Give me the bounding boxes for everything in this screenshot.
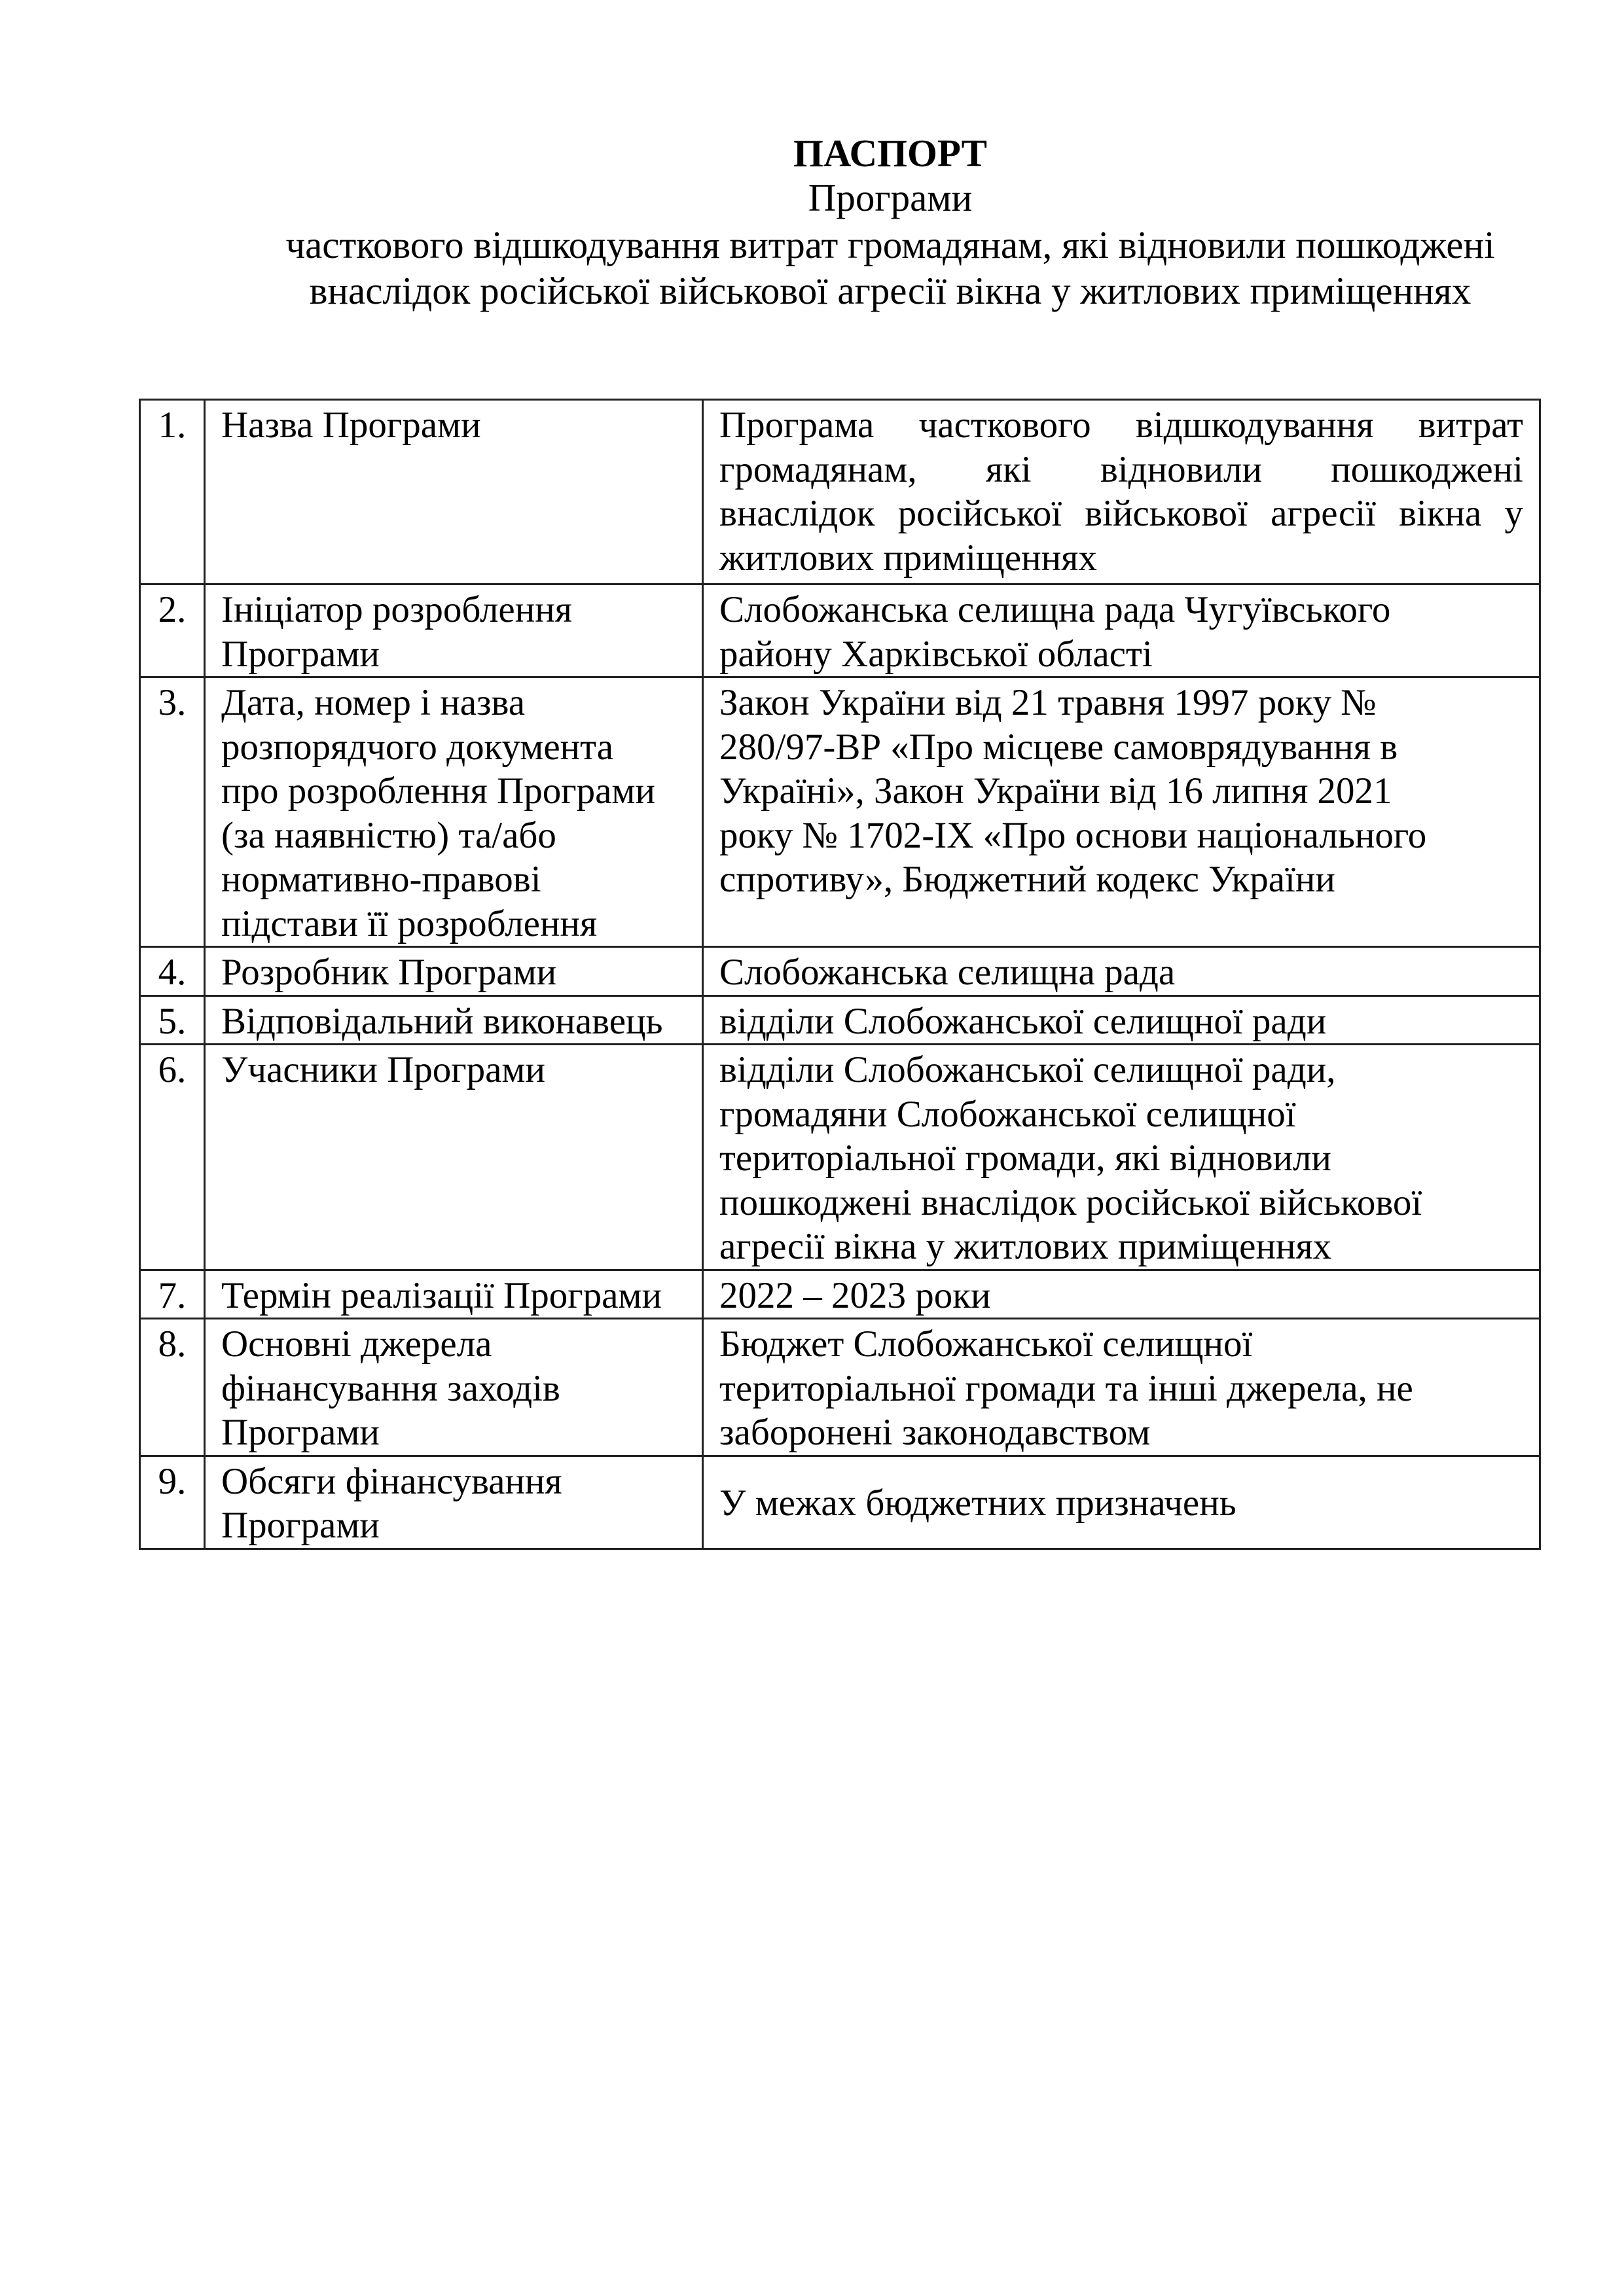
row-field-name [205,584,703,677]
table-row [140,677,1540,947]
row-number: 7. [140,1270,205,1319]
field-value-line: 280/97-ВР «Про місцеве самоврядування в [719,726,1398,768]
field-value-line: У межах бюджетних призначень [719,1482,1236,1524]
document-title: ПАСПОРТ [793,132,988,175]
row-field-name [205,996,703,1045]
field-name-line: розпорядчого документа [221,726,614,768]
field-name-line: підстави її розроблення [221,903,598,944]
field-name-line: нормативно-правові [221,859,541,900]
row-field-value [703,400,1540,584]
document-description-line: внаслідок російської військової агресії вікна у житлових приміщеннях [309,269,1471,312]
field-value-line: Україні», Закон України від 16 липня 2021 [719,770,1392,812]
row-field-name [205,400,703,584]
field-value-line: Слобожанська селищна рада [719,952,1176,993]
field-name-line: Основні джерела [221,1323,492,1365]
row-field-value [703,947,1540,996]
field-value-line: територіальної громади, які відновили [719,1138,1331,1179]
field-value-line: району Харківської області [719,633,1153,675]
field-value-line: заборонені законодавством [719,1412,1151,1453]
row-number: 6. [140,1045,205,1270]
field-value-line: Бюджет Слобожанської селищної [719,1323,1253,1365]
row-field-name [205,947,703,996]
field-value-line: Закон України від 21 травня 1997 року № [719,682,1377,723]
field-value-line: відділи Слобожанської селищної ради [719,1000,1327,1042]
table-row [140,1319,1540,1456]
field-name-line: Відповідальний виконавець [221,1000,663,1042]
field-name-line: Програми [221,1412,380,1453]
field-name-line: Обсяги фінансування [221,1460,562,1502]
document-description-line: часткового відшкодування витрат громадянам, які відновили пошкоджені [285,223,1495,266]
table-row [140,947,1540,996]
field-value-line: 2022 – 2023 роки [719,1274,991,1316]
field-value-line: року № 1702-IX «Про основи національного [719,814,1427,856]
field-value-line: спротиву», Бюджетний кодекс України [719,859,1335,900]
row-number: 8. [140,1319,205,1456]
row-field-value [703,1270,1540,1319]
row-field-value [703,677,1540,947]
row-field-value [703,1319,1540,1456]
table-row [140,1456,1540,1549]
row-number: 9. [140,1456,205,1549]
table-row [140,584,1540,677]
row-number: 3. [140,677,205,947]
field-value-line: відділи Слобожанської селищної ради, [719,1049,1336,1090]
field-value-line: громадянам, які відновили пошкоджені [719,448,1523,490]
field-name-line: про розроблення Програми [221,770,655,812]
field-value-line: Слобожанська селищна рада Чугуївського [719,589,1391,630]
field-name-line: Дата, номер і назва [221,682,526,723]
table-row [140,1270,1540,1319]
row-field-name [205,677,703,947]
field-name-line: Термін реалізації Програми [221,1274,662,1316]
field-value-line: пошкоджені внаслідок російської військової [719,1181,1422,1223]
row-field-name [205,1456,703,1549]
field-name-line: (за наявністю) та/або [221,814,556,856]
field-value-line: Програма часткового відшкодування витрат [719,404,1523,446]
row-field-name [205,1319,703,1456]
row-field-name [205,1045,703,1270]
row-field-value [703,1456,1540,1549]
row-number: 5. [140,996,205,1045]
table-row [140,400,1540,584]
row-field-value [703,584,1540,677]
row-number: 2. [140,584,205,677]
field-name-line: фінансування заходів [221,1367,560,1409]
row-field-value [703,996,1540,1045]
table-row [140,996,1540,1045]
field-value-line: громадяни Слобожанської селищної [719,1093,1296,1135]
field-name-line: Розробник Програми [221,952,557,993]
field-value-line: територіальної громади та інші джерела, не [719,1367,1413,1409]
field-name-line: Назва Програми [221,404,481,446]
field-value-line: житлових приміщеннях [719,537,1097,579]
document-subtitle: Програми [808,176,973,219]
passport-table [139,399,1541,1550]
field-value-line: агресії вікна у житлових приміщеннях [719,1226,1332,1267]
row-number: 1. [140,400,205,584]
row-field-name [205,1270,703,1319]
field-value-line: внаслідок російської військової агресії вікна у [719,493,1523,534]
row-number: 4. [140,947,205,996]
field-name-line: Учасники Програми [221,1049,545,1090]
row-field-value [703,1045,1540,1270]
field-name-line: Програми [221,1505,380,1546]
table-row [140,1045,1540,1270]
field-name-line: Програми [221,633,380,675]
field-name-line: Ініціатор розроблення [221,589,572,630]
